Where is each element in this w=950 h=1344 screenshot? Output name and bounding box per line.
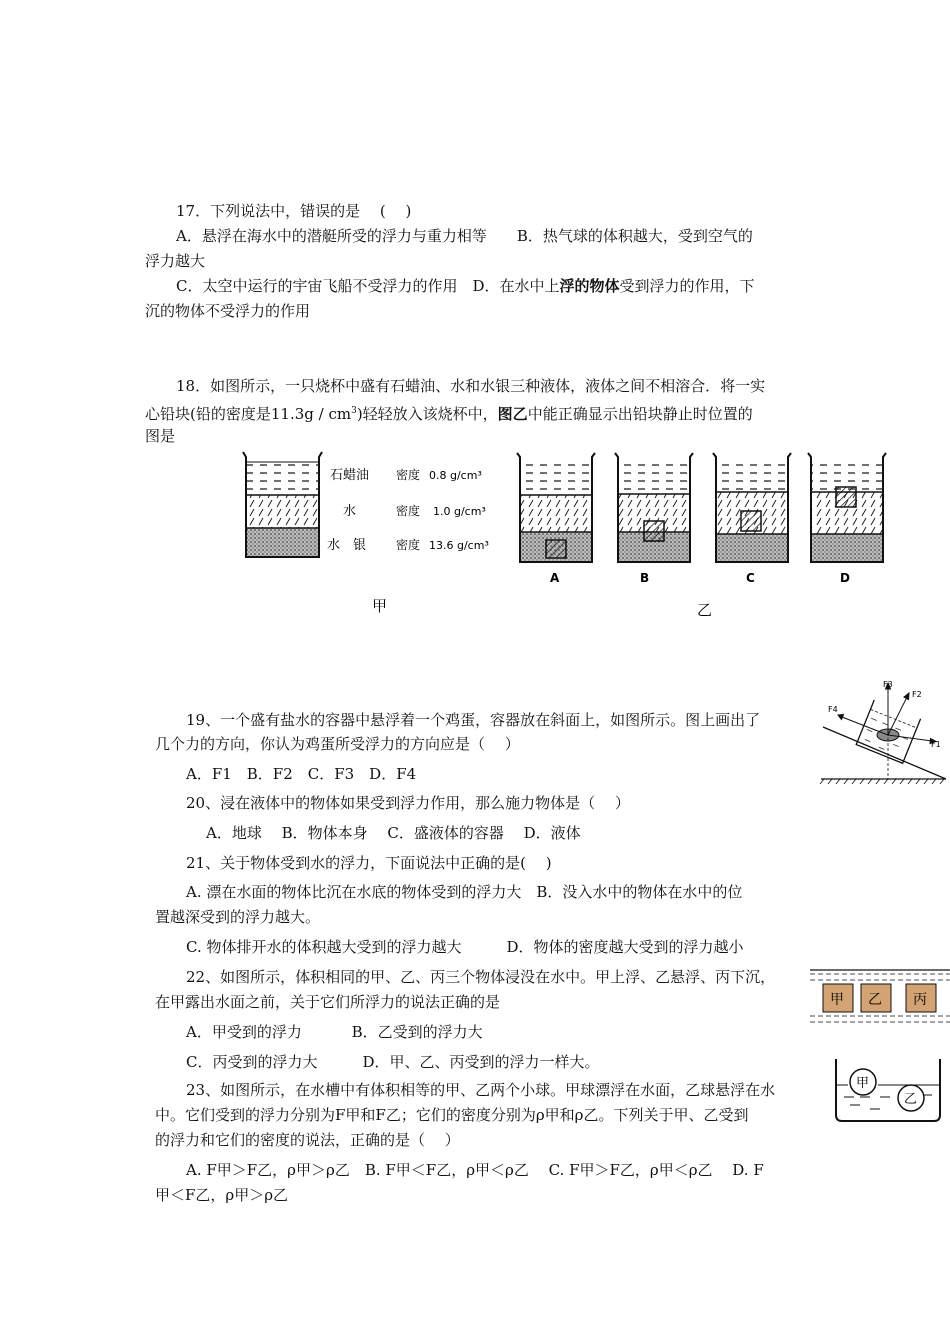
beaker-a <box>517 453 595 562</box>
q20-options: A．地球 B．物体本身 C．盛液体的容器 D．液体 <box>206 824 581 842</box>
q21-option-ab: A. 漂在水面的物体比沉在水底的物体受到的浮力大 B．没入水中的物体在水中的位 <box>186 883 743 901</box>
q22-stem-line2: 在甲露出水面之前，关于它们所浮力的说法正确的是 <box>155 993 501 1011</box>
figure-label-jia: 甲 <box>372 597 388 615</box>
figure-label-yi: 乙 <box>697 601 713 619</box>
q17-option-ab: A．悬浮在海水中的潜艇所受的浮力与重力相等 B．热气球的体积越大，受到空气的 <box>176 227 753 245</box>
layer-water-density-label: 密度 <box>396 504 421 518</box>
block-label-yi: 乙 <box>868 992 882 1008</box>
layer-mercury-density: 13.6 g/cm³ <box>429 539 489 552</box>
q23-options: A. F甲＞F乙，ρ甲＞ρ乙 B. F甲＜F乙，ρ甲＜ρ乙 C. F甲＞F乙，ρ甲＜ρ乙 D. F <box>186 1161 764 1179</box>
q19-options: A．F1 B．F2 C．F3 D．F4 <box>186 765 417 783</box>
option-label-b: B <box>640 571 650 585</box>
layer-mercury-name: 水 银 <box>327 538 367 553</box>
option-label-a: A <box>550 571 560 585</box>
q20-stem: 20、浸在液体中的物体如果受到浮力作用，那么施力物体是（ ） <box>186 794 630 812</box>
block-label-bing: 丙 <box>913 992 927 1008</box>
lead-block-b <box>644 521 664 541</box>
q22-option-ab: A．甲受到的浮力 B．乙受到的浮力大 <box>186 1023 483 1041</box>
option-label-d: D <box>840 571 850 585</box>
beaker-jia <box>243 452 322 557</box>
q17-option-cd-cont: 沉的物体不受浮力的作用 <box>145 302 311 320</box>
q22-option-cd: C．丙受到的浮力大 D．甲、乙、丙受到的浮力一样大。 <box>186 1053 600 1071</box>
layer-water-density: 1.0 g/cm³ <box>433 505 486 518</box>
q21-option-ab-cont: 置越深受到的浮力越大。 <box>155 908 321 926</box>
lead-block-d <box>836 487 856 507</box>
q18-stem: 18．如图所示，一只烧杯中盛有石蜡油、水和水银三种液体，液体之间不相溶合．将一实 <box>176 377 766 395</box>
layer-oil-density-label: 密度 <box>396 468 421 482</box>
force-label-f2: F2 <box>912 690 922 699</box>
ball-label-jia: 甲 <box>856 1076 870 1091</box>
block-label-jia: 甲 <box>830 992 844 1008</box>
q18-figure <box>230 445 900 625</box>
q18-stem-line3: 图是 <box>145 427 176 445</box>
q19-figure <box>818 675 950 785</box>
force-label-f1: F1 <box>931 740 941 749</box>
layer-oil-density: 0.8 g/cm³ <box>429 469 482 482</box>
q17-stem: 17．下列说法中，错误的是 ( ) <box>176 202 412 220</box>
force-label-f4: F4 <box>828 705 838 714</box>
q21-option-cd: C. 物体排开水的体积越大受到的浮力越大 D．物体的密度越大受到的浮力越小 <box>186 938 744 956</box>
layer-oil-name: 石蜡油 <box>330 468 370 483</box>
q23-options-cont: 甲＜F乙，ρ甲＞ρ乙 <box>155 1186 289 1204</box>
q23-stem-line2: 中。它们受到的浮力分别为F甲和F乙；它们的密度分别为ρ甲和ρ乙。下列关于甲、乙受到 <box>155 1106 749 1124</box>
option-label-c: C <box>746 571 755 585</box>
beaker-c <box>713 453 791 562</box>
q17-option-ab-cont: 浮力越大 <box>145 252 206 270</box>
q19-stem: 19、一个盛有盐水的容器中悬浮着一个鸡蛋，容器放在斜面上，如图所示。图上画出了 <box>186 711 761 729</box>
q18-stem-line2: 心铅块(铅的密度是$11.3g / cm^3$)轻轻放入该烧杯中，图乙中能正确显示出铅块静止时位置的 <box>145 405 753 423</box>
q23-stem: 23、如图所示，在水槽中有体积相等的甲、乙两个小球。甲球漂浮在水面，乙球悬浮在水 <box>186 1081 776 1099</box>
force-label-f3: F3 <box>883 680 893 689</box>
q22-stem: 22、如图所示，体积相同的甲、乙、丙三个物体浸没在水中。甲上浮、乙悬浮、丙下沉， <box>186 968 776 986</box>
lead-block-a <box>546 540 566 558</box>
beaker-d <box>808 453 886 562</box>
q23-figure <box>830 1055 945 1125</box>
q21-stem: 21、关于物体受到水的浮力，下面说法中正确的是( ) <box>186 854 552 872</box>
ball-label-yi: 乙 <box>904 1092 918 1107</box>
q17-option-cd: C．太空中运行的宇宙飞船不受浮力的作用 D．在水中上浮的物体受到浮力的作用，下 <box>176 277 755 295</box>
layer-mercury-density-label: 密度 <box>396 538 421 552</box>
q23-stem-line3: 的浮力和它们的密度的说法，正确的是（ ） <box>155 1131 460 1149</box>
q22-figure <box>810 966 950 1028</box>
layer-water-name: 水 <box>343 504 357 519</box>
q19-stem-line2: 几个力的方向，你认为鸡蛋所受浮力的方向应是（ ） <box>155 735 520 753</box>
lead-block-c <box>741 511 761 531</box>
beaker-b <box>615 453 693 562</box>
